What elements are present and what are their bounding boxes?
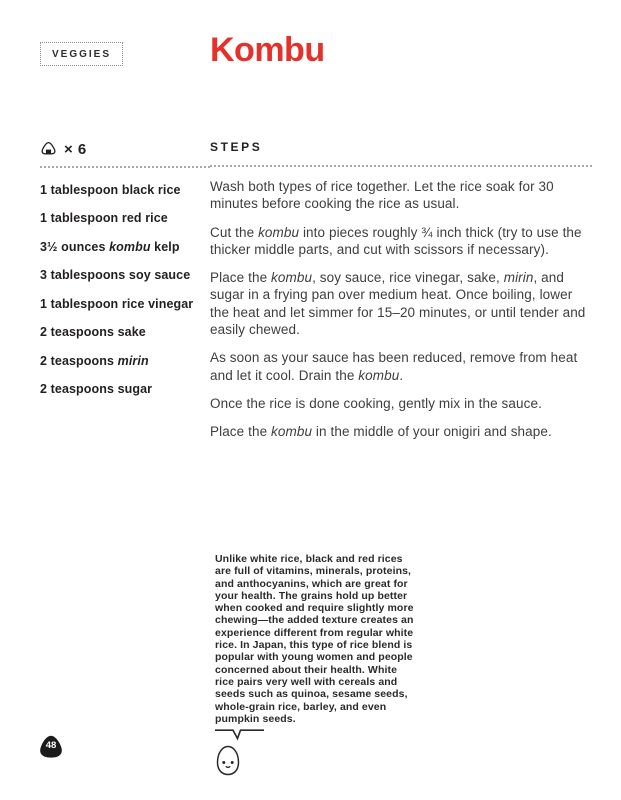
- onigiri-face-icon: [212, 744, 244, 778]
- steps-paragraphs: [210, 178, 592, 441]
- onigiri-icon: [40, 141, 57, 158]
- step-paragraph: As soon as your sauce has been reduced, remove from heat and let it cool. Drain the kombu.: [210, 350, 578, 383]
- ingredient-list: [40, 184, 210, 397]
- ingredient-item: 1 tablespoon red rice: [40, 211, 168, 225]
- steps-heading: STEPS: [210, 140, 263, 154]
- step-paragraph: Wash both types of rice together. Let the rice soak for 30 minutes before cooking the rice as usual.: [210, 179, 554, 212]
- ingredient-item: 3½ ounces kombu kelp: [40, 239, 180, 254]
- page-title: Kombu: [210, 31, 325, 69]
- note-text: Unlike white rice, black and red rices are full of vitamins, minerals, proteins, and anthocyanins, which are great for your health. The grains hold up better when cooked and require slightly more chewing—the added texture creates an experience different from regular white rice. In Japan, this type of rice blend is popular with young women and people concerned about their health. White rice pairs very well with cereals and seeds such as quinoa, sesame seeds, whole-grain rice, barley, and even pumpkin seeds.: [215, 553, 414, 725]
- speech-bubble-tail-icon: [214, 729, 268, 741]
- ingredients-divider: [40, 166, 210, 168]
- category-label-box: [40, 42, 123, 66]
- step-paragraph: Place the kombu in the middle of your onigiri and shape.: [210, 424, 552, 440]
- yield-row: [40, 139, 210, 159]
- yield-count: × 6: [64, 140, 87, 158]
- page-number: 48: [45, 740, 57, 751]
- steps-divider: [210, 165, 592, 167]
- ingredient-item: 3 tablespoons soy sauce: [40, 268, 191, 282]
- page-number-badge: [38, 735, 64, 759]
- step-paragraph: Place the kombu, soy sauce, rice vinegar, sake, mirin, and sugar in a frying pan over medium heat. Once boiling, lower the heat and let simmer for 15–20 minutes, or until tender and easily chewed.: [210, 270, 586, 338]
- step-paragraph: Cut the kombu into pieces roughly ¾ inch thick (try to use the thicker middle parts, and cut with scissors if necessary).: [210, 224, 582, 257]
- ingredients-section: [40, 139, 210, 396]
- steps-section: [210, 140, 592, 441]
- category-label: VEGGIES: [52, 49, 112, 60]
- step-paragraph: Once the rice is done cooking, gently mix in the sauce.: [210, 395, 542, 411]
- ingredient-item: 2 teaspoons sake: [40, 325, 146, 339]
- ingredient-item: 1 tablespoon black rice: [40, 182, 181, 197]
- ingredient-item: 1 tablespoon rice vinegar: [40, 296, 194, 311]
- ingredient-item: 2 teaspoons mirin: [40, 353, 149, 368]
- ingredient-item: 2 teaspoons sugar: [40, 382, 153, 396]
